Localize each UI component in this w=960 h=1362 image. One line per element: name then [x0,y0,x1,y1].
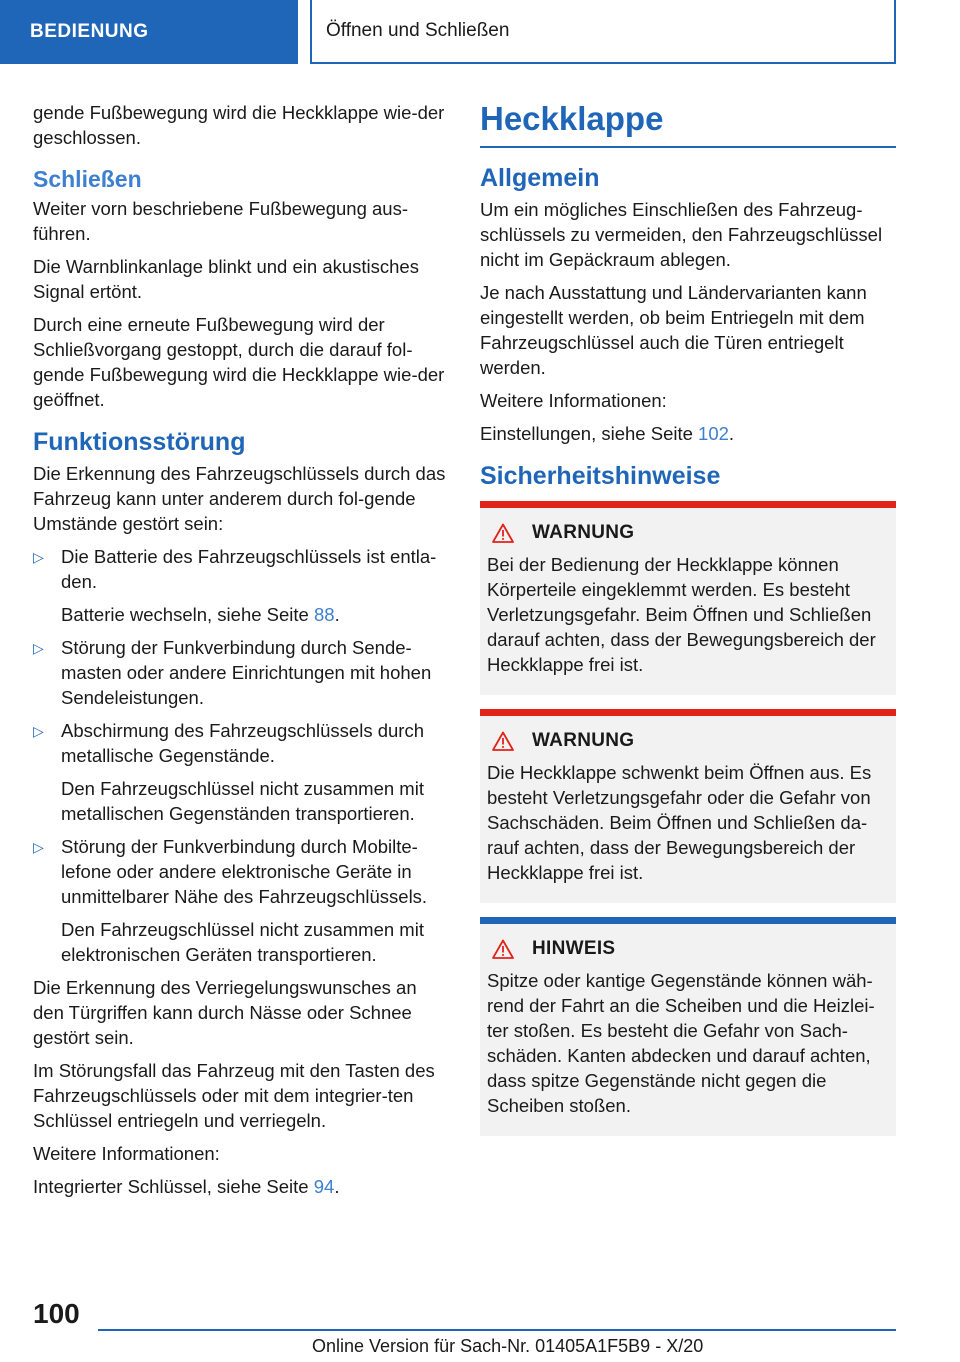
settings-reference [480,421,896,446]
close-paragraph-2: Die Warnblinkanlage blinkt und ein akustisches Signal ertönt. [33,256,419,302]
close-paragraph-1: Weiter vorn beschriebene Fußbewegung aus-führen. [33,198,409,244]
intro-paragraph: gende Fußbewegung wird die Heckklappe wie-der geschlossen. [33,102,445,148]
outro-paragraph-3: Weitere Informationen: [33,1143,220,1164]
triangle-right-icon: ▷ [33,549,44,565]
general-paragraph-3: Weitere Informationen: [480,390,667,411]
warning-text: Die Heckklappe schwenkt beim Öffnen aus. Es besteht Verletzungsgefahr oder die Gefahr von Sachschäden. Beim Öffnen und Schließen da-rauf achten, dass der Bewegungsbereich der Heckklappe frei ist. [487,762,872,883]
close-heading: Schließen [33,166,142,192]
list-item-sub-end: . [334,604,340,625]
section-label: BEDIENUNG [30,21,149,42]
settings-reference-end: . [728,423,735,444]
page-link-94[interactable]: 94 [313,1176,335,1197]
page-header-title [310,0,896,64]
list-item-sub: Den Fahrzeugschlüssel nicht zusammen mit elektronischen Geräten transportieren. [61,919,424,965]
list-item [33,635,451,710]
warning-text: Bei der Bedienung der Heckklappe können Körperteile eingeklemmt werden. Es besteht Verletzungsgefahr. Beim Öffnen und Schließen darauf achten, dass der Bewegungsbereich der Heckklappe frei ist. [487,554,876,675]
warning-box-2 [480,709,896,903]
list-item-text: Abschirmung des Fahrzeugschlüssels durch metallische Gegenstände. [61,720,424,766]
final-reference-end: . [334,1176,340,1197]
outro-paragraph-1: Die Erkennung des Verriegelungswunsches an den Türgriffen kann durch Nässe oder Schnee gestört sein. [33,977,417,1048]
list-item-text: Störung der Funkverbindung durch Sende-masten oder andere Einrichtungen mit hohen Sendeleistungen. [61,637,432,708]
triangle-right-icon: ▷ [33,723,44,739]
warning-label: WARNUNG [532,730,635,751]
triangle-right-icon: ▷ [33,640,44,656]
note-text: Spitze oder kantige Gegenstände können wäh-rend der Fahrt an die Scheiben und die Heizlei-ter stoßen. Es besteht die Gefahr von Sach-schäden. Kanten abdecken und darauf achten, dass spitze Gegenstände nicht gegen die Scheiben stoßen. [487,970,875,1116]
page-number: 100 [33,1298,80,1329]
fault-heading: Funktionsstörung [33,428,246,456]
list-item-text: Die Batterie des Fahrzeugschlüssels ist entla-den. [61,546,437,592]
general-paragraph-2: Je nach Ausstattung und Ländervarianten kann eingestellt werden, ob beim Entriegeln mit dem Fahrzeugschlüssel auch die Türen entriegelt werden. [480,282,867,378]
online-version-note: Online Version für Sach-Nr. 01405A1F5B9 - X/20 [312,1336,704,1356]
note-box [480,917,896,1136]
list-item [33,718,451,826]
list-item [33,834,451,967]
triangle-right-icon: ▷ [33,839,44,855]
warning-triangle-icon [492,523,514,543]
page-link-88[interactable]: 88 [313,604,335,625]
list-item [33,544,451,627]
list-item-text: Störung der Funkverbindung durch Mobilte-lefone oder andere elektronische Geräte in unmittelbarer Nähe des Fahrzeugschlüssels. [61,836,428,907]
right-column [480,100,896,1150]
list-item-sub: Den Fahrzeugschlüssel nicht zusammen mit metallischen Gegenständen transportieren. [61,778,424,824]
warning-box-header [487,522,888,544]
warning-triangle-icon [492,731,514,751]
list-item-sub-text: Batterie wechseln, siehe Seite [61,604,314,625]
final-reference [33,1174,451,1199]
warning-box-header [487,730,888,752]
close-paragraph-3: Durch eine erneute Fußbewegung wird der Schließvorgang gestoppt, durch die darauf fol-gende Fußbewegung wird die Heckklappe wie-der geöffnet. [33,314,445,410]
general-paragraph-1: Um ein mögliches Einschließen des Fahrzeug-schlüssels zu vermeiden, den Fahrzeugschlüssel nicht im Gepäckraum ablegen. [480,199,883,270]
general-heading: Allgemein [480,164,600,192]
note-box-header [487,938,888,960]
settings-reference-text: Einstellungen, siehe Seite [480,423,699,444]
section-tab [0,0,298,64]
chapter-title: Öffnen und Schließen [326,20,510,41]
fault-list [33,544,451,967]
fault-intro: Die Erkennung des Fahrzeugschlüssels durch das Fahrzeug kann unter anderem durch fol-gende Umstände gestört sein: [33,463,446,534]
footer-divider [98,1329,896,1331]
warning-box-1 [480,501,896,695]
page-link-102[interactable]: 102 [698,423,729,444]
section-title: Heckklappe [480,100,896,148]
warning-triangle-icon [492,939,514,959]
list-item-sub [61,602,451,627]
safety-heading: Sicherheitshinweise [480,462,721,490]
final-reference-text: Integrierter Schlüssel, siehe Seite [33,1176,314,1197]
note-label: HINWEIS [532,938,616,959]
outro-paragraph-2: Im Störungsfall das Fahrzeug mit den Tasten des Fahrzeugschlüssels oder mit dem integrier-ten Schlüssel entriegeln und verriegeln. [33,1060,435,1131]
left-column [33,100,451,1207]
warning-label: WARNUNG [532,522,635,543]
